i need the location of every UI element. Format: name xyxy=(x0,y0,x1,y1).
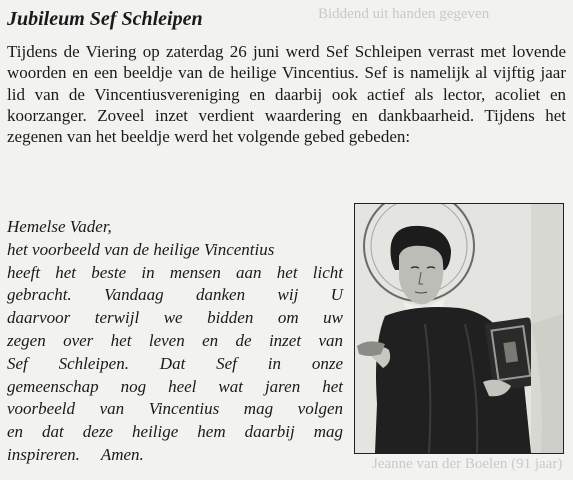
prayer-line: inspireren. Amen. xyxy=(7,444,144,464)
article-body: Tijdens de Viering op zaterdag 26 juni werd Sef Schleipen verrast met lovende woorden en een beeldje van de heilige Vincentius. Sef is namelijk al vijftig jaar lid van de Vincentiusvereniging en daarbij ook actief als lector, acoliet en koorzanger. Zoveel inzet verdient waardering en dankbaarheid. Tijdens het zegenen van het beeldje werd het volgende gebed gebeden: xyxy=(7,42,566,147)
prayer-line: heeft het beste in mensen aan het licht xyxy=(7,262,343,282)
prayer-line: en dat deze heilige hem daarbij mag xyxy=(7,422,343,442)
prayer-line: het voorbeeld van de heilige Vincentius xyxy=(7,239,275,259)
prayer-text xyxy=(7,216,343,467)
prayer-line: voorbeeld van Vincentius mag volgen xyxy=(7,399,343,419)
saint-vincent-illustration xyxy=(355,204,563,453)
prayer-line: zegen over het leven en de inzet van xyxy=(7,330,343,350)
article-title: Jubileum Sef Schleipen xyxy=(7,8,203,30)
prayer-line: daarvoor terwijl we bidden om uw xyxy=(7,308,343,328)
bleed-through-text-top: Biddend uit handen gegeven xyxy=(318,6,490,22)
prayer-line: Hemelse Vader, xyxy=(7,217,112,236)
prayer-line: Sef Schleipen. Dat Sef in onze xyxy=(7,353,343,373)
prayer-line: gemeenschap nog heel wat jaren het xyxy=(7,376,343,396)
bleed-through-text-bottom: Jeanne van der Boelen (91 jaar) xyxy=(372,456,563,472)
prayer-line: gebracht. Vandaag danken wij U xyxy=(7,285,343,305)
saint-vincent-image xyxy=(354,203,564,454)
